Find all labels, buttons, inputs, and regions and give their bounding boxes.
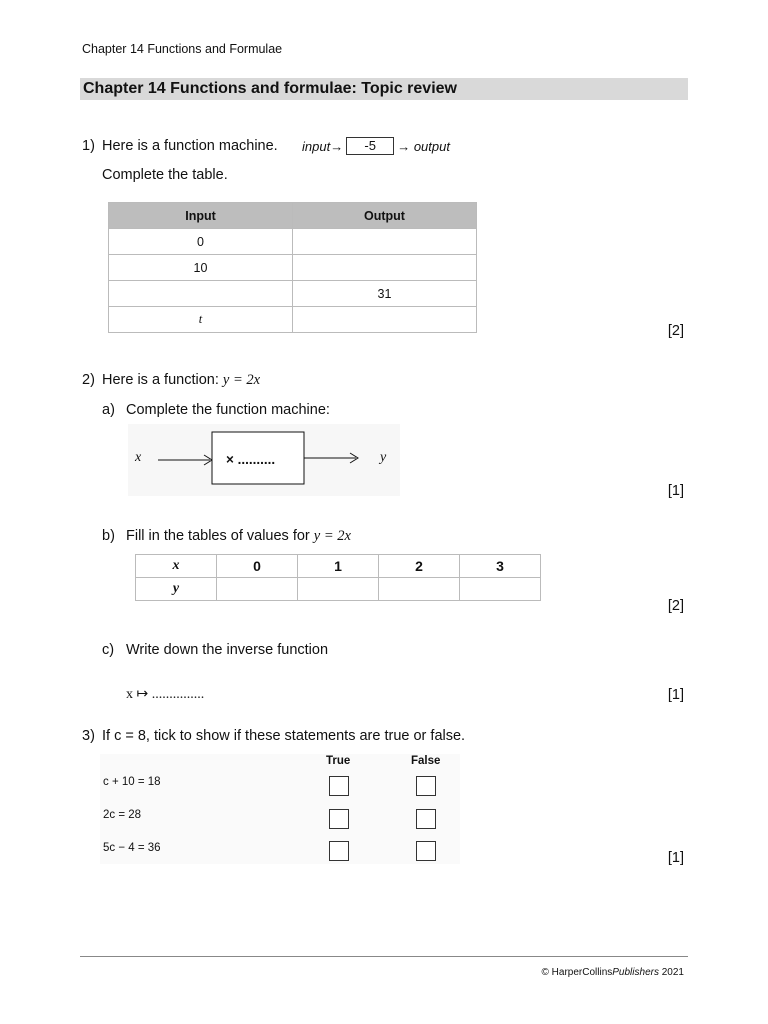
q2b-table [135,554,541,601]
q2c-text: Write down the inverse function [126,642,329,658]
table-row [109,229,477,255]
q2b-answer-cell[interactable] [460,578,541,601]
q2c-label: c) [102,642,115,658]
q3-col-false: False [411,755,441,767]
q2a-machine-input: x [135,450,142,465]
q3-true-checkbox-3[interactable] [329,841,349,861]
q2a-text: Complete the function machine: [126,402,330,418]
q3-number: 3) [82,728,95,744]
q1-cell: 0 [109,229,293,255]
table-row [109,281,477,307]
q2b-text: Fill in the tables of values for [126,528,310,544]
q1-machine-output: → output [397,138,450,154]
footer-year: 2021 [658,967,684,978]
footer-divider [80,956,688,957]
q1-cell: 10 [109,255,293,281]
q2a-machine-operation[interactable]: × .......... [226,452,276,467]
q1-function-machine [302,137,450,155]
q3-stem: If c = 8, tick to show if these statements are true or false. [102,728,466,744]
table-row [136,578,541,601]
q1-answer-cell[interactable] [293,229,477,255]
q2b-cell: 1 [298,555,379,578]
footer-copyright-text: © HarperCollins [541,967,613,978]
q2c-answer-line[interactable]: x ↦ ............... [126,687,205,702]
q1-number: 1) [82,138,95,154]
q2b-label: b) [102,528,115,544]
q2b-marks: [2] [667,598,684,614]
q2-stem [102,371,260,389]
q3-true-checkbox-1[interactable] [329,776,349,796]
q1-answer-cell[interactable] [109,281,293,307]
q3-statement-1: c + 10 = 18 [103,776,161,788]
q2b-cell-y: y [136,578,217,601]
footer-publisher: Publishers [612,967,659,978]
footer-copyright [542,967,684,978]
q3-statement-2: 2c = 28 [103,809,142,821]
q2b-cell: 0 [217,555,298,578]
q1-answer-cell[interactable] [293,307,477,333]
q3-tick-table [100,754,460,864]
q3-false-checkbox-3[interactable] [416,841,436,861]
q2b-function: y = 2x [313,528,351,544]
q1-cell: t [109,307,293,333]
q2b-cell: 2 [379,555,460,578]
table-row [136,555,541,578]
table-row [109,255,477,281]
q1-machine-operation: -5 [346,137,394,155]
q1-cell: 31 [293,281,477,307]
q3-col-true: True [326,755,351,767]
q2a-label: a) [102,402,115,418]
q2-stem-text: Here is a function: [102,372,219,388]
q1-table-header-output: Output [293,203,477,229]
table-row [109,307,477,333]
q2b-answer-cell[interactable] [379,578,460,601]
q3-false-checkbox-2[interactable] [416,809,436,829]
q2-number: 2) [82,372,95,388]
q1-table [108,202,477,333]
q1-table-header-input: Input [109,203,293,229]
q1-table-header-row [109,203,477,229]
q2c-marks: [1] [667,687,684,703]
q2b-answer-cell[interactable] [298,578,379,601]
q2b-cell-x: x [136,555,217,578]
q1-instruction: Complete the table. [102,167,228,183]
q1-marks: [2] [667,323,684,339]
running-header: Chapter 14 Functions and Formulae [82,42,283,56]
q1-answer-cell[interactable] [293,255,477,281]
q1-machine-input: input→ [302,138,344,154]
q2b-text-wrap [126,527,351,545]
q2b-answer-cell[interactable] [217,578,298,601]
page-title: Chapter 14 Functions and formulae: Topic review [83,80,457,97]
q1-stem: Here is a function machine. [102,138,278,154]
q3-statement-3: 5c − 4 = 36 [103,842,161,854]
q2a-marks: [1] [667,483,684,499]
q2b-cell: 3 [460,555,541,578]
q3-true-checkbox-2[interactable] [329,809,349,829]
q3-marks: [1] [667,850,684,866]
q2-function: y = 2x [222,372,261,388]
q2a-machine-output: y [380,450,387,465]
q3-false-checkbox-1[interactable] [416,776,436,796]
